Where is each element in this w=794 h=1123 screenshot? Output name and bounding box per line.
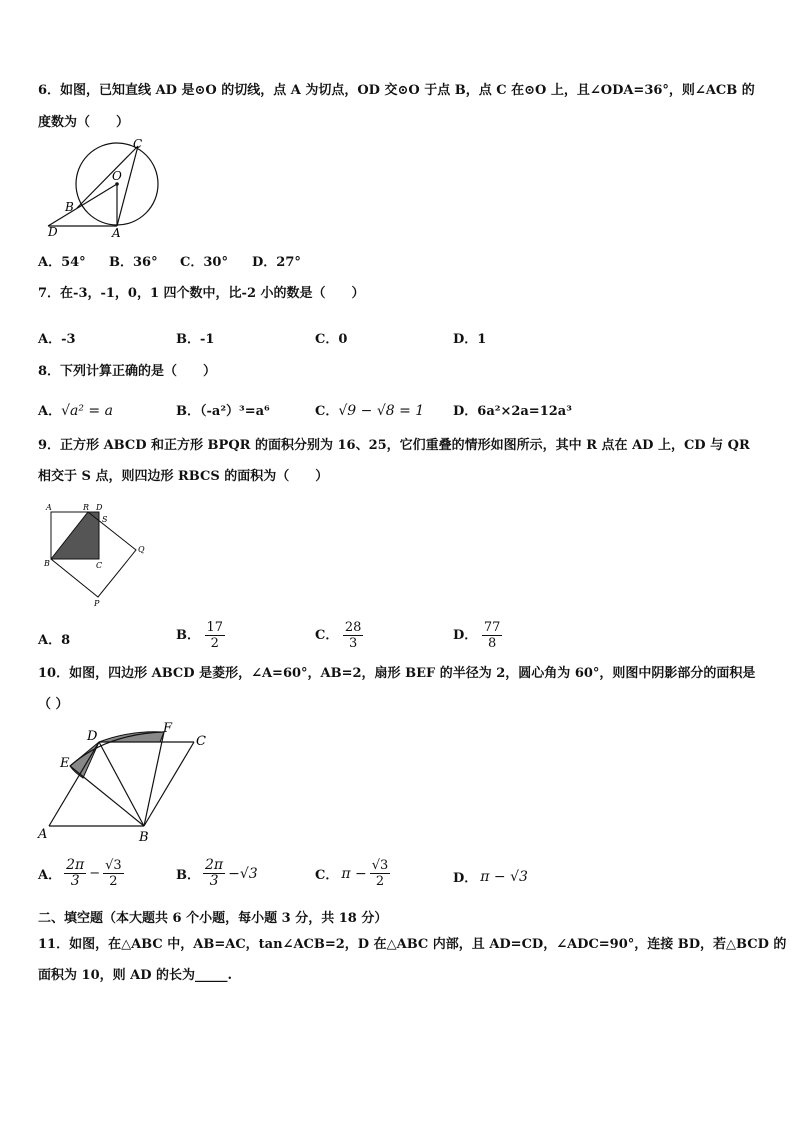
q6-option-d: D．27°	[252, 255, 301, 270]
diagonal-bd	[99, 742, 144, 826]
q9-option-b: B． $\frac{17}{2}$	[176, 620, 224, 651]
q10-rhombus-figure	[36, 720, 226, 846]
label-d: D	[87, 729, 98, 744]
q9-text-line2: 相交于 S 点，则四边形 RBCS 的面积为（ ）	[38, 469, 329, 484]
segment-bc	[77, 146, 138, 208]
q7-option-c: C．0	[315, 332, 348, 347]
q10-option-a: A． $\frac{2\pi}{3}$ − $\frac{√3}{2}$	[38, 857, 122, 889]
segment-ac	[117, 146, 138, 226]
q8-option-c: C．√9 − √8 = 1	[315, 403, 425, 419]
label-q: Q	[138, 545, 145, 554]
label-c: C	[96, 561, 103, 570]
q10-option-b: B． $\frac{2\pi}{3}$ −√3	[176, 857, 258, 889]
label-b: B	[65, 200, 74, 214]
label-a: A	[38, 827, 48, 842]
q8-option-b: B．（-a²）³=a⁶	[176, 404, 270, 419]
q7-text: 7．在-3，-1，0，1 四个数中，比-2 小的数是（ ）	[38, 286, 365, 301]
q9-text-line1: 9．正方形 ABCD 和正方形 BPQR 的面积分别为 16、25，它们重叠的情形如图所示，其中 R 点在 AD 上，CD 与 QR	[38, 438, 750, 453]
radius-bf	[144, 732, 164, 826]
q8-option-d: D．6a²×2a=12a³	[453, 404, 572, 419]
q8-text: 8．下列计算正确的是（ ）	[38, 364, 217, 379]
label-b: B	[44, 559, 50, 568]
q6-option-a: A．54°	[38, 255, 86, 270]
shaded-rbcs	[51, 512, 99, 559]
label-s: S	[102, 515, 108, 524]
q9-squares-figure	[38, 500, 150, 608]
q9-option-d: D． $\frac{77}{8}$	[453, 620, 501, 651]
label-o: O	[112, 169, 122, 183]
section-2-title: 二、填空题（本大题共 6 个小题，每小题 3 分，共 18 分）	[38, 911, 388, 926]
label-r: R	[83, 503, 90, 512]
label-p: P	[94, 599, 100, 608]
q7-option-b: B．-1	[176, 332, 215, 347]
label-c: C	[196, 734, 206, 749]
shaded-region-top	[99, 732, 164, 742]
side-cb	[144, 742, 194, 826]
q6-option-b: B．36°	[109, 255, 158, 270]
q6-text-line1: 6．如图，已知直线 AD 是⊙O 的切线，点 A 为切点，OD 交⊙O 于点 B，点 C 在⊙O 上，且∠ODA=36°，则∠ACB 的	[38, 83, 755, 98]
label-e: E	[60, 756, 70, 771]
q10-text-line2: （ ）	[38, 697, 69, 712]
label-d: D	[48, 225, 58, 239]
q11-text-line1: 11．如图，在△ABC 中，AB=AC，tan∠ACB=2，D 在△ABC 内部，且 AD=CD，∠ADC=90°，连接 BD，若△BCD 的	[38, 937, 787, 952]
q10-text-line1: 10．如图，四边形 ABCD 是菱形，∠A=60°，AB=2，扇形 BEF 的半径为 2，圆心角为 60°，则图中阴影部分的面积是	[38, 666, 756, 681]
q9-option-c: C． $\frac{28}{3}$	[315, 620, 362, 651]
shaded-region-left	[70, 742, 99, 778]
q9-option-a: A．8	[38, 633, 71, 648]
q7-option-d: D．1	[453, 332, 487, 347]
q10-option-d: D． π − √3	[453, 868, 528, 886]
q11-text-line2: 面积为 10，则 AD 的长为_____.	[38, 968, 233, 983]
q6-circle-figure	[38, 134, 168, 242]
q6-text-line2: 度数为（ ）	[38, 115, 130, 130]
label-f: F	[163, 721, 173, 736]
label-c: C	[133, 137, 143, 151]
q10-option-c: C． π − $\frac{√3}{2}$	[315, 858, 389, 889]
label-a: A	[112, 226, 121, 240]
label-d: D	[96, 503, 103, 512]
radius-be	[70, 766, 144, 826]
q6-option-c: C．30°	[180, 255, 228, 270]
q7-option-a: A．-3	[38, 332, 76, 347]
label-b: B	[139, 830, 149, 845]
segment-od	[48, 184, 117, 226]
label-a: A	[46, 503, 52, 512]
q8-option-a: A．√a² = a	[38, 403, 113, 419]
